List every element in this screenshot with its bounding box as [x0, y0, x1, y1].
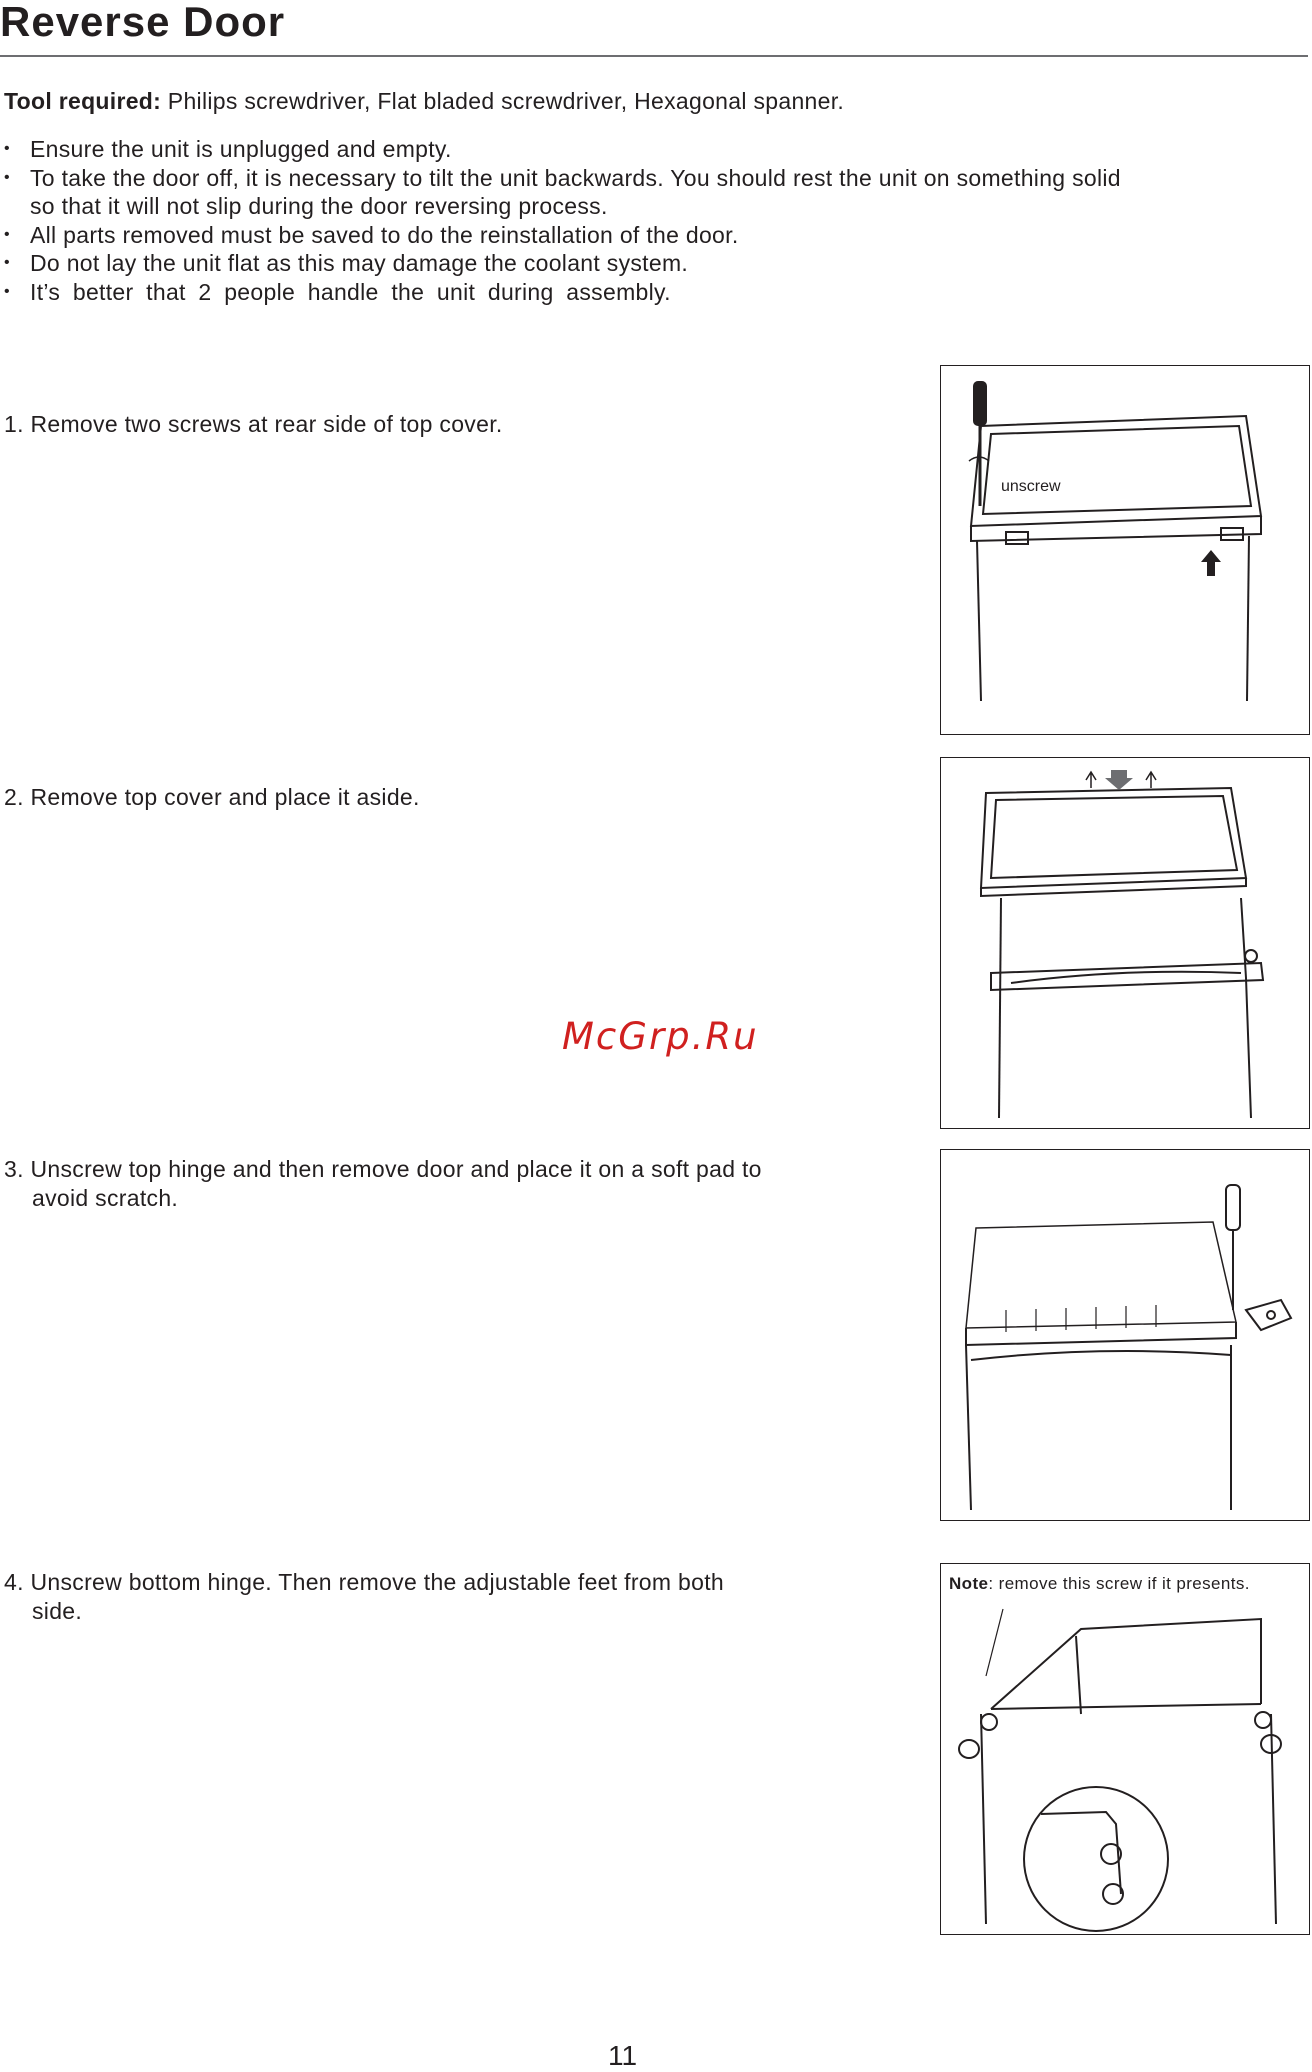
list-item: • It’s better that 2 people handle the unit during assembly.: [4, 278, 1304, 307]
tools-text: Philips screwdriver, Flat bladed screwdriver, Hexagonal spanner.: [161, 88, 845, 114]
top-hinge-illustration: [941, 1150, 1311, 1522]
note-text: : remove this screw if it presents.: [988, 1574, 1250, 1593]
list-item: • Do not lay the unit flat as this may damage the coolant system.: [4, 249, 1304, 278]
screwdriver-icon: [1226, 1185, 1240, 1310]
note-label: Note: [949, 1574, 989, 1593]
page-title: Reverse Door: [0, 0, 286, 45]
step-4-text: 4. Unscrew bottom hinge. Then remove the adjustable feet from both side.: [4, 1569, 724, 1624]
bottom-hinge-illustration: [941, 1564, 1311, 1936]
arrow-up-icon: [1146, 772, 1156, 788]
arrow-up-icon: [1086, 772, 1096, 788]
figure-4-unscrew-bottom-hinge: [940, 1563, 1310, 1935]
step-3-text: 3. Unscrew top hinge and then remove door and place it on a soft pad to avoid scratch.: [4, 1156, 762, 1211]
step-1-text: 1. Remove two screws at rear side of top cover.: [4, 411, 503, 437]
figure-1-remove-screws: [940, 365, 1310, 735]
bottom-hinge-left: [959, 1714, 997, 1758]
tools-required: [4, 88, 844, 115]
list-item: • Ensure the unit is unplugged and empty.: [4, 135, 1304, 164]
figure-2-remove-top-cover: [940, 757, 1310, 1129]
watermark: McGrp.Ru: [562, 1015, 759, 1058]
arrow-down-icon: [1105, 770, 1133, 790]
step-2-text: 2. Remove top cover and place it aside.: [4, 784, 420, 810]
list-item: • To take the door off, it is necessary to tilt the unit backwards. You should rest the unit on something solid so that it will not slip during the door reversing process.: [4, 164, 1304, 221]
precautions-list: [4, 135, 1304, 306]
unscrew-label: unscrew: [1001, 478, 1061, 495]
fridge-top-screws-illustration: [941, 366, 1311, 736]
arrow-up-icon: [1201, 550, 1221, 576]
figure-3-unscrew-top-hinge: [940, 1149, 1310, 1521]
top-cover-removal-illustration: [941, 758, 1311, 1130]
title-divider: [0, 55, 1308, 57]
list-item: • All parts removed must be saved to do the reinstallation of the door.: [4, 221, 1304, 250]
page-number: 11: [608, 2040, 638, 2071]
bottom-hinge-right: [1255, 1712, 1281, 1753]
tools-label: Tool required:: [4, 88, 162, 114]
